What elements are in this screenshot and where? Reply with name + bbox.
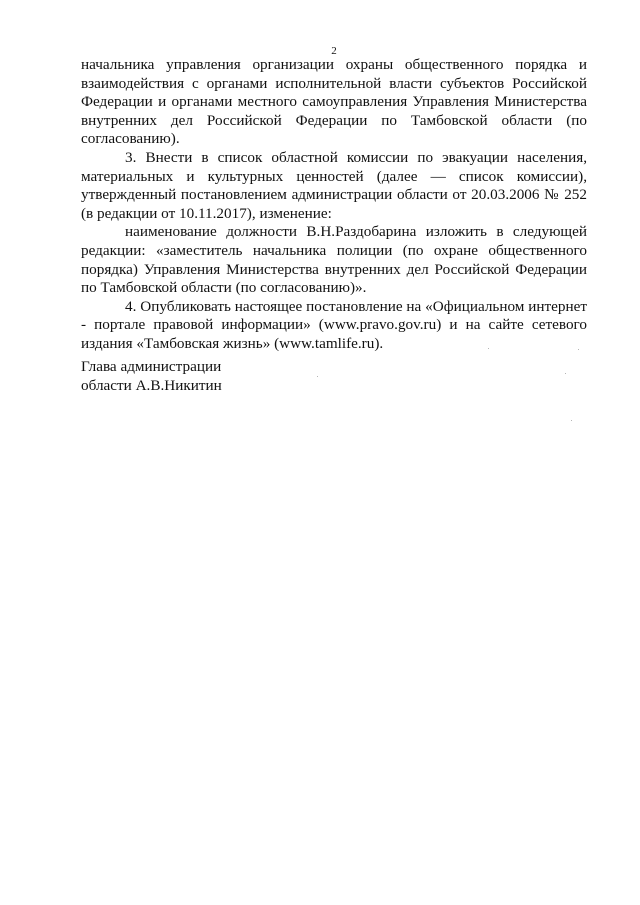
page-number: 2 bbox=[331, 45, 337, 57]
scan-speck bbox=[578, 349, 579, 350]
paragraph-continuation: начальника управления организации охраны общественного порядка и взаимодействия с органами исполнительной власти субъектов Российской Федерации и органами местного самоуправления Управления Министерства внутренних дел Российской Федерации по Тамбовской области (по согласованию). bbox=[81, 56, 587, 148]
signature-title: Глава администрации bbox=[81, 358, 222, 375]
scan-speck bbox=[488, 348, 489, 349]
paragraph-item-4: 4. Опубликовать настоящее постановление на «Официальном интернет - портале правовой информации» (www.pravo.gov.ru) и на сайте сетевого издания «Тамбовская жизнь» (www.tamlife.ru). bbox=[81, 297, 587, 352]
scan-speck bbox=[565, 373, 566, 374]
scan-speck bbox=[571, 420, 572, 421]
paragraph-position-rename: наименование должности В.Н.Раздобарина изложить в следующей редакции: «заместитель начальника полиции (по охране общественного порядка) Управления Министерства внутренних дел Российской Федерации по Тамбовской области (по согласованию)». bbox=[81, 223, 587, 297]
scan-speck bbox=[317, 376, 318, 377]
document-body bbox=[81, 56, 587, 354]
signature-name: области А.В.Никитин bbox=[81, 376, 222, 394]
paragraph-item-3: 3. Внести в список областной комиссии по эвакуации населения, материальных и культурных ценностей (далее — список комиссии), утвержденный постановлением администрации области от 20.03.2006 № 252 (в редакции от 10.11.2017), изменение: bbox=[81, 148, 587, 222]
signature-block bbox=[81, 358, 222, 395]
